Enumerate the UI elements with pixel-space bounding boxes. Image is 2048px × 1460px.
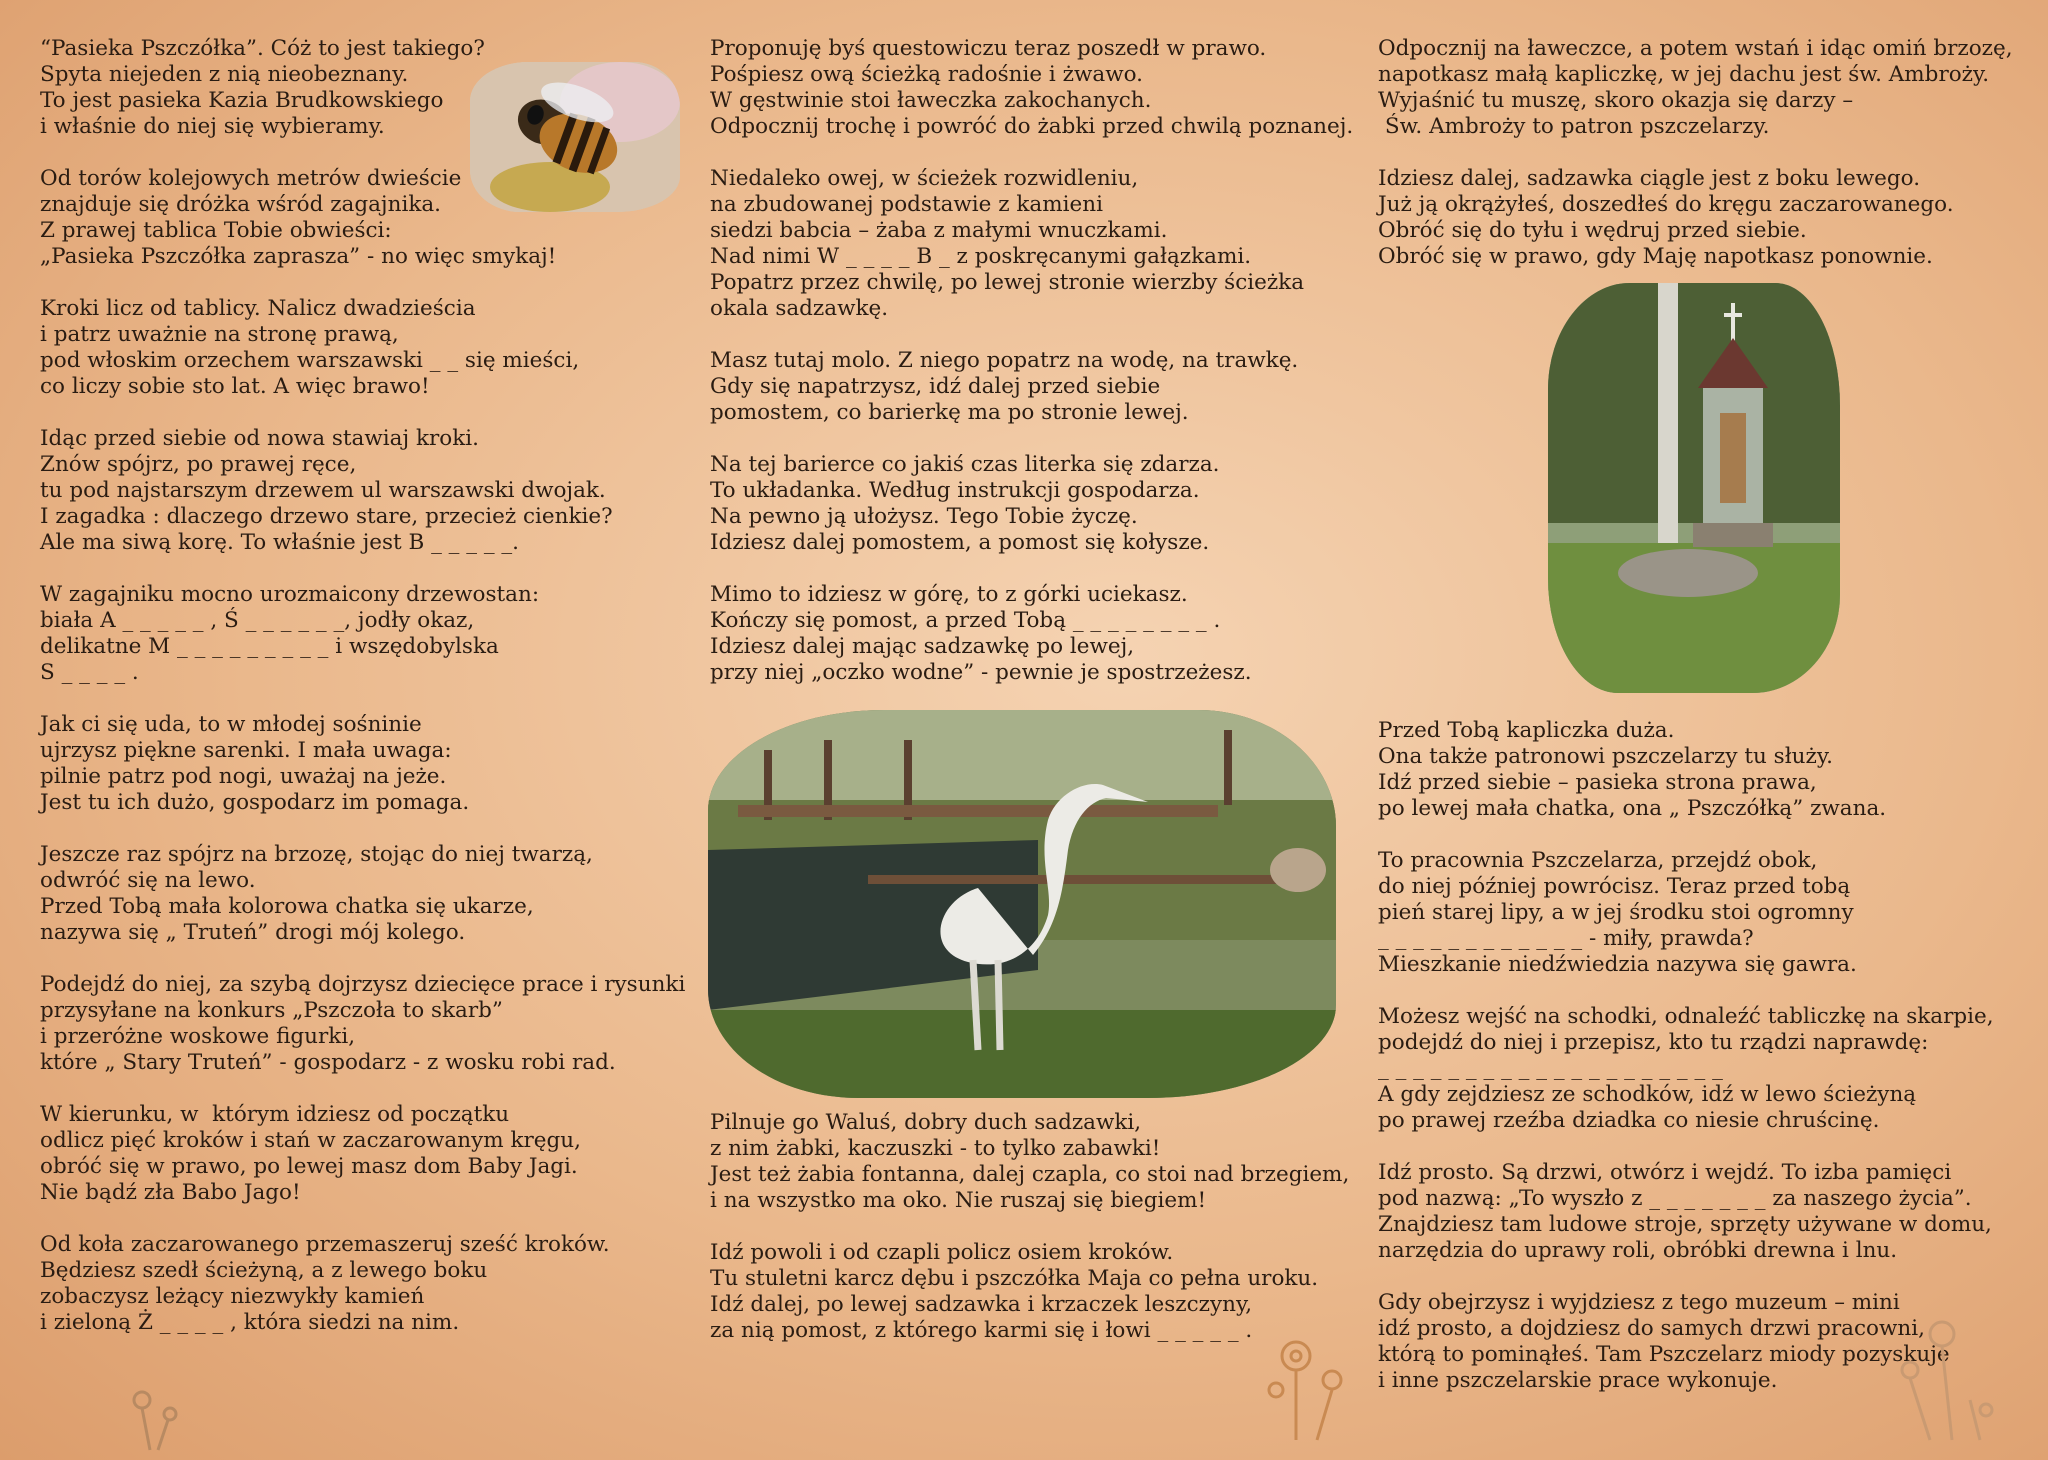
photo-spacer [1378, 296, 2018, 718]
verse-line: Na pewno ją ułożysz. Tego Tobie życzę. [710, 504, 1138, 529]
verse-line: znajduje się dróżka wśród zagajnika. [40, 192, 442, 217]
verse-line: Na tej barierce co jakiś czas literka się zdarza. [710, 452, 1220, 477]
verse-line: Wyjaśnić tu muszę, skoro okazja się darzy – [1378, 88, 1854, 113]
verse-line: Obróć się w prawo, gdy Maję napotkasz ponownie. [1378, 244, 1933, 269]
verse-line: odwróć się na lewo. [40, 868, 256, 893]
verse-line: Tu stuletni karcz dębu i pszczółka Maja co pełna uroku. [710, 1266, 1319, 1291]
verse-line: Z prawej tablica Tobie obwieści: [40, 218, 392, 243]
verse-line: S _ _ _ _ . [40, 660, 139, 685]
stanza [1378, 36, 2018, 140]
verse-line: Mieszkanie niedźwiedzia nazywa się gawra. [1378, 952, 1857, 977]
verse-line: Idziesz dalej pomostem, a pomost się kołysze. [710, 530, 1210, 555]
verse-line: Nad nimi W _ _ _ _ B _ z poskręcanymi gałązkami. [710, 244, 1252, 269]
verse-line: odlicz pięć kroków i stań w zaczarowanym kręgu, [40, 1128, 581, 1153]
verse-line: pień starej lipy, a w jej środku stoi ogromny [1378, 900, 1854, 925]
flower-decoration-icon [1890, 1310, 2020, 1450]
poem-column-3 [1378, 36, 2018, 1420]
verse-line: Możesz wejść na schodki, odnaleźć tabliczkę na skarpie, [1378, 1004, 1994, 1029]
verse-line: To układanka. Według instrukcji gospodarza. [710, 478, 1200, 503]
verse-line: przysyłane na konkurs „Pszczoła to skarb” [40, 998, 503, 1023]
verse-line: pilnie patrz pod nogi, uważaj na jeże. [40, 764, 447, 789]
stanza [710, 582, 1350, 686]
verse-line: delikatne M _ _ _ _ _ _ _ _ _ i wszędobylska [40, 634, 499, 659]
verse-line: ujrzysz piękne sarenki. I mała uwaga: [40, 738, 452, 763]
verse-line: Znów spójrz, po prawej ręce, [40, 452, 357, 477]
stanza [710, 452, 1350, 556]
verse-line: Idziesz dalej, sadzawka ciągle jest z boku lewego. [1378, 166, 1921, 191]
verse-line: Pilnuje go Waluś, dobry duch sadzawki, [710, 1110, 1142, 1135]
verse-line: Proponuję byś questowiczu teraz poszedł w prawo. [710, 36, 1267, 61]
stanza [1378, 1160, 2018, 1264]
stanza [40, 426, 680, 556]
verse-line: pod włoskim orzechem warszawski _ _ się mieści, [40, 348, 580, 373]
poem-column-1 [40, 36, 686, 1362]
flower-decoration-icon [1262, 1330, 1352, 1450]
verse-line: napotkasz małą kapliczkę, w jej dachu jest św. Ambroży. [1378, 62, 1990, 87]
verse-line: W gęstwinie stoi ławeczka zakochanych. [710, 88, 1152, 113]
verse-line: i przeróżne woskowe figurki, [40, 1024, 356, 1049]
verse-line: Masz tutaj molo. Z niego popatrz na wodę, na trawkę. [710, 348, 1299, 373]
verse-line: pod nazwą: „To wyszło z _ _ _ _ _ _ _ za naszego życia”. [1378, 1186, 1972, 1211]
verse-line: Popatrz przez chwilę, po lewej stronie wierzby ścieżka [710, 270, 1305, 295]
verse-line: Gdy obejrzysz i wyjdziesz z tego muzeum – mini [1378, 1290, 1900, 1315]
verse-line: po prawej rzeźba dziadka co niesie chruścinę. [1378, 1108, 1880, 1133]
stanza [1378, 848, 2018, 978]
verse-line: Jeszcze raz spójrz na brzozę, stojąc do niej twarzą, [40, 842, 593, 867]
verse-line: W kierunku, w którym idziesz od początku [40, 1102, 510, 1127]
verse-line: Mimo to idziesz w górę, to z górki uciekasz. [710, 582, 1188, 607]
verse-line: które „ Stary Truteń” - gospodarz - z wosku robi rad. [40, 1050, 616, 1075]
verse-line: na zbudowanej podstawie z kamieni [710, 192, 1103, 217]
verse-line: To jest pasieka Kazia Brudkowskiego [40, 88, 444, 113]
verse-line: Od koła zaczarowanego przemaszeruj sześć kroków. [40, 1232, 610, 1257]
verse-line: Pośpiesz ową ścieżką radośnie i żwawo. [710, 62, 1143, 87]
verse-line: do niej później powrócisz. Teraz przed tobą [1378, 874, 1851, 899]
verse-line: Znajdziesz tam ludowe stroje, sprzęty używane w domu, [1378, 1212, 1992, 1237]
verse-line: Kroki licz od tablicy. Nalicz dwadzieścia [40, 296, 476, 321]
verse-line: _ _ _ _ _ _ _ _ _ _ _ _ _ _ _ _ _ _ _ _ [1378, 1056, 1723, 1081]
verse-line: Idziesz dalej mając sadzawkę po lewej, [710, 634, 1135, 659]
verse-line: Już ją okrążyłeś, doszedłeś do kręgu zaczarowanego. [1378, 192, 1954, 217]
verse-line: Kończy się pomost, a przed Tobą _ _ _ _ _ _ _ _ . [710, 608, 1221, 633]
verse-line: i inne pszczelarskie prace wykonuje. [1378, 1368, 1778, 1393]
verse-line: Idź dalej, po lewej sadzawka i krzaczek leszczyny, [710, 1292, 1253, 1317]
verse-line: „Pasieka Pszczółka zaprasza” - no więc smykaj! [40, 244, 557, 269]
verse-line: Przed Tobą mała kolorowa chatka się ukarze, [40, 894, 534, 919]
verse-line: zobaczysz leżący niezwykły kamień [40, 1284, 425, 1309]
stanza [40, 712, 680, 816]
verse-line: Idąc przed siebie od nowa stawiaj kroki. [40, 426, 479, 451]
verse-line: Św. Ambroży to patron pszczelarzy. [1378, 114, 1770, 139]
stanza [1378, 166, 2018, 270]
verse-line: Odpocznij na ławeczce, a potem wstań i idąc omiń brzozę, [1378, 36, 2013, 61]
verse-line: okala sadzawkę. [710, 296, 889, 321]
stanza [40, 582, 680, 686]
verse-line: Nie bądź zła Babo Jago! [40, 1180, 301, 1205]
verse-line: Ona także patronowi pszczelarzy tu służy. [1378, 744, 1833, 769]
stanza [40, 36, 680, 140]
verse-line: Spyta niejeden z nią nieobeznany. [40, 62, 409, 87]
verse-line: I zagadka : dlaczego drzewo stare, przecież cienkie? [40, 504, 613, 529]
stanza [40, 296, 680, 400]
verse-line: biała A _ _ _ _ _ , Ś _ _ _ _ _ _, jodły okaz, [40, 608, 475, 633]
verse-line: _ _ _ _ _ _ _ _ _ _ _ _ - miły, prawda? [1378, 926, 1754, 951]
verse-line: z nim żabki, kaczuszki - to tylko zabawki! [710, 1136, 1161, 1161]
verse-line: Ale ma siwą korę. To właśnie jest B _ _ _ _ _. [40, 530, 520, 555]
verse-line: A gdy zejdziesz ze schodków, idź w lewo ścieżyną [1378, 1082, 1917, 1107]
verse-line: Od torów kolejowych metrów dwieście [40, 166, 462, 191]
verse-line: i patrz uważnie na stronę prawą, [40, 322, 399, 347]
verse-line: i właśnie do niej się wybieramy. [40, 114, 385, 139]
verse-line: idź prosto, a dojdziesz do samych drzwi pracowni, [1378, 1316, 1925, 1341]
verse-line: W zagajniku mocno urozmaicony drzewostan: [40, 582, 540, 607]
verse-line: narzędzia do uprawy roli, obróbki drewna i lnu. [1378, 1238, 1898, 1263]
stanza [1378, 1004, 2018, 1134]
verse-line: przy niej „oczko wodne” - pewnie je spostrzeżesz. [710, 660, 1252, 685]
verse-line: i zieloną Ż _ _ _ _ , która siedzi na nim. [40, 1310, 460, 1335]
stanza [710, 1110, 1350, 1214]
verse-line: Jest też żabia fontanna, dalej czapla, co stoi nad brzegiem, [710, 1162, 1350, 1187]
verse-line: co liczy sobie sto lat. A więc brawo! [40, 374, 430, 399]
verse-line: To pracownia Pszczelarza, przejdź obok, [1378, 848, 1818, 873]
verse-line: Gdy się napatrzysz, idź dalej przed siebie [710, 374, 1161, 399]
flower-decoration-icon [128, 1380, 208, 1460]
stanza [40, 1232, 680, 1336]
verse-line: po lewej mała chatka, ona „ Pszczółką” zwana. [1378, 796, 1887, 821]
verse-line: Przed Tobą kapliczka duża. [1378, 718, 1675, 743]
verse-line: nazywa się „ Truteń” drogi mój kolego. [40, 920, 466, 945]
stanza [40, 166, 680, 270]
stanza [710, 36, 1354, 140]
verse-line: Odpocznij trochę i powróć do żabki przed chwilą poznanej. [710, 114, 1354, 139]
verse-line: Idź prosto. Są drzwi, otwórz i wejdź. To izba pamięci [1378, 1160, 1952, 1185]
verse-line: podejdź do niej i przepisz, kto tu rządzi naprawdę: [1378, 1030, 1929, 1055]
photo-spacer [710, 712, 1350, 1110]
verse-line: i na wszystko ma oko. Nie ruszaj się biegiem! [710, 1188, 1207, 1213]
stanza [1378, 718, 2018, 822]
stanza [710, 1240, 1350, 1344]
stanza [40, 972, 686, 1076]
verse-line: Podejdź do niej, za szybą dojrzysz dziecięce prace i rysunki [40, 972, 686, 997]
verse-line: siedzi babcia – żaba z małymi wnuczkami. [710, 218, 1168, 243]
verse-line: za nią pomost, z którego karmi się i łowi _ _ _ _ _ . [710, 1318, 1253, 1343]
verse-line: Idź przed siebie – pasieka strona prawa, [1378, 770, 1817, 795]
verse-line: Będziesz szedł ścieżyną, a z lewego boku [40, 1258, 488, 1283]
verse-line: Niedaleko owej, w ścieżek rozwidleniu, [710, 166, 1139, 191]
poem-column-2 [710, 36, 1354, 1370]
verse-line: którą to pominąłeś. Tam Pszczelarz miody pozyskuje [1378, 1342, 1950, 1367]
verse-line: Idź powoli i od czapli policz osiem kroków. [710, 1240, 1174, 1265]
verse-line: obróć się w prawo, po lewej masz dom Baby Jagi. [40, 1154, 578, 1179]
stanza [40, 1102, 680, 1206]
verse-line: Obróć się do tyłu i wędruj przed siebie. [1378, 218, 1807, 243]
verse-line: Jest tu ich dużo, gospodarz im pomaga. [40, 790, 470, 815]
verse-line: Jak ci się uda, to w młodej sośninie [40, 712, 422, 737]
stanza [40, 842, 680, 946]
verse-line: tu pod najstarszym drzewem ul warszawski dwojak. [40, 478, 606, 503]
verse-line: “Pasieka Pszczółka”. Cóż to jest takiego? [40, 36, 485, 61]
verse-line: pomostem, co barierkę ma po stronie lewej. [710, 400, 1189, 425]
stanza [710, 348, 1350, 426]
stanza [710, 166, 1350, 322]
